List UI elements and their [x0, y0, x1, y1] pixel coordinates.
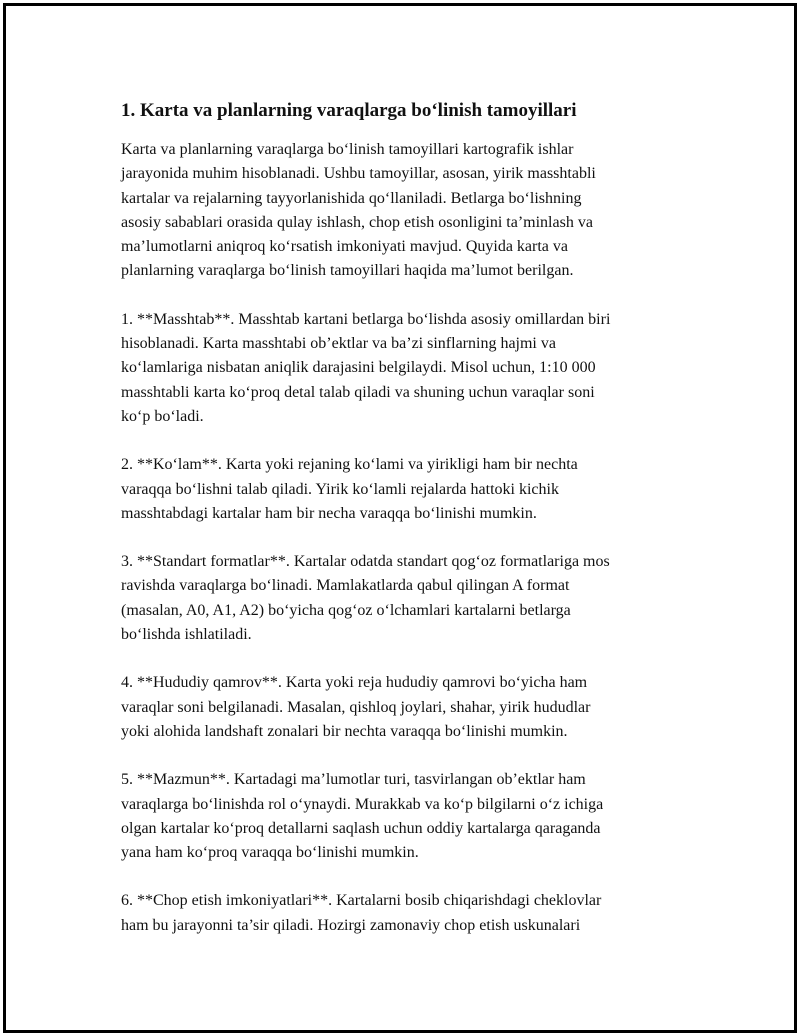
text-line: kartalar va rejalarning tayyorlanishida qo‘llaniladi. Betlarga bo‘lishning [121, 189, 582, 207]
text-line: bo‘lishda ishlatiladi. [121, 626, 252, 644]
text-line: varaqlar soni belgilanadi. Masalan, qishloq joylari, shahar, yirik hududlar [121, 698, 591, 716]
text-line: jarayonida muhim hisoblanadi. Ushbu tamoyillar, asosan, yirik masshtabli [121, 165, 596, 183]
text-line: 3. **Standart formatlar**. Kartalar odatda standart qog‘oz formatlariga mos [121, 553, 610, 571]
text-line: ma’lumotlarni aniqroq ko‘rsatish imkoniyati mavjud. Quyida karta va [121, 238, 569, 256]
text-line: masshtabdagi kartalar ham bir necha varaqqa bo‘linishi mumkin. [121, 504, 537, 522]
text-line: ham bu jarayonni ta’sir qiladi. Hozirgi zamonaviy chop etish uskunalari [121, 916, 581, 934]
text-line: planlarning varaqlarga bo‘linish tamoyillari haqida ma’lumot berilgan. [121, 262, 574, 280]
intro-paragraph [121, 138, 701, 284]
document-page [3, 3, 797, 1033]
hududiy-qamrov-paragraph [121, 671, 701, 744]
text-line: 5. **Mazmun**. Kartadagi ma’lumotlar turi, tasvirlangan ob’ektlar ham [121, 771, 586, 789]
text-line: ko‘lamlariga nisbatan aniqlik darajasini belgilaydi. Misol uchun, 1:10 000 [121, 359, 596, 377]
kolam-paragraph [121, 453, 701, 526]
text-line: 1. **Masshtab**. Masshtab kartani betlarga bo‘lishda asosiy omillardan biri [121, 310, 611, 328]
text-line: asosiy sabablari orasida qulay ishlash, chop etish osonligini ta’minlash va [121, 213, 593, 231]
text-line: 6. **Chop etish imkoniyatlari**. Kartalarni bosib chiqarishdagi cheklovlar [121, 892, 602, 910]
text-line: hisoblanadi. Karta masshtabi ob’ektlar va ba’zi sinflarning hajmi va [121, 335, 556, 353]
standart-formatlar-paragraph [121, 550, 701, 647]
text-line: ravishda varaqlarga bo‘linadi. Mamlakatlarda qabul qilingan A format [121, 577, 570, 595]
text-line: 4. **Hududiy qamrov**. Karta yoki reja hududiy qamrovi bo‘yicha ham [121, 674, 588, 692]
masshtab-paragraph [121, 308, 701, 429]
document-body [121, 98, 701, 962]
text-line: 2. **Ko‘lam**. Karta yoki rejaning ko‘lami va yirikligi ham bir nechta [121, 456, 578, 474]
mazmun-paragraph [121, 768, 701, 865]
text-line: masshtabli karta ko‘proq detal talab qiladi va shuning uchun varaqlar soni [121, 383, 595, 401]
section-heading: 1. Karta va planlarning varaqlarga bo‘linish tamoyillari [121, 100, 577, 121]
text-line: olgan kartalar ko‘proq detallarni saqlash uchun oddiy kartalarga qaraganda [121, 819, 601, 837]
chop-etish-paragraph [121, 889, 701, 938]
text-line: (masalan, A0, A1, A2) bo‘yicha qog‘oz o‘lchamlari kartalarni betlarga [121, 601, 571, 619]
text-line: Karta va planlarning varaqlarga bo‘linish tamoyillari kartografik ishlar [121, 141, 574, 158]
text-line: varaqlarga bo‘linishda rol o‘ynaydi. Murakkab va ko‘p bilgilarni o‘z ichiga [121, 795, 604, 813]
text-line: varaqqa bo‘lishni talab qiladi. Yirik ko‘lamli rejalarda hattoki kichik [121, 480, 559, 498]
text-line: yoki alohida landshaft zonalari bir nechta varaqqa bo‘linishi mumkin. [121, 722, 568, 740]
text-line: yana ham ko‘proq varaqqa bo‘linishi mumkin. [121, 844, 419, 862]
text-line: ko‘p bo‘ladi. [121, 407, 204, 425]
